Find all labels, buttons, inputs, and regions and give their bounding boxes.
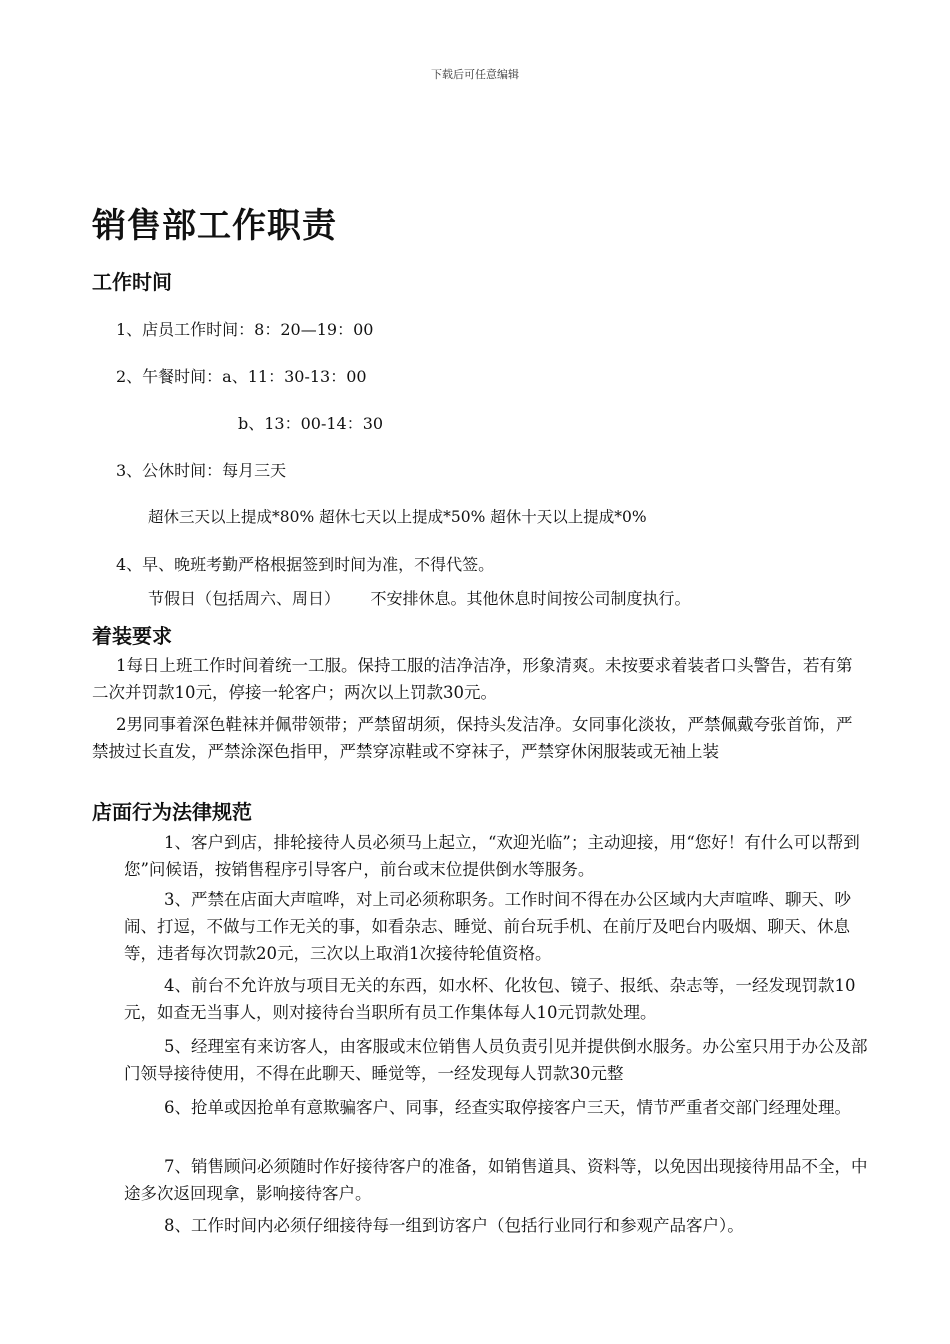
page-header: 下载后可任意编辑 bbox=[431, 68, 519, 81]
dress-paragraph: 1每日上班工作时间着统一工服。保持工服的洁净洁净，形象清爽。未按要求着装者口头警告，若有第 二次并罚款10元，停接一轮客户；两次以上罚款30元。 bbox=[92, 656, 853, 702]
conduct-paragraph: 7、销售顾问必须随时作好接待客户的准备，如销售道具、资料等，以免因出现接待用品不全，中途多次返回现拿，影响接待客户。 bbox=[124, 1157, 868, 1203]
conduct-paragraph: 8、工作时间内必须仔细接待每一组到访客户（包括行业同行和参观产品客户）。 bbox=[164, 1216, 744, 1235]
conduct-paragraph: 1、客户到店，排轮接待人员必须马上起立，“欢迎光临”；主动迎接，用“您好！有什么可以帮到您”问候语，按销售程序引导客户，前台或末位提供倒水等服务。 bbox=[124, 833, 860, 879]
document-title: 销售部工作职责 bbox=[92, 206, 337, 246]
work-time-line: 4、早、晚班考勤严格根据签到时间为准，不得代签。 bbox=[116, 555, 495, 574]
work-time-line: 2、午餐时间：a、11：30-13：00 bbox=[116, 367, 367, 386]
section-heading-work-time: 工作时间 bbox=[92, 270, 172, 294]
section-heading-dress: 着装要求 bbox=[92, 624, 172, 648]
work-time-line: 节假日（包括周六、周日） 不安排休息。其他休息时间按公司制度执行。 bbox=[148, 589, 691, 608]
work-time-line: 1、店员工作时间：8：20—19：00 bbox=[116, 320, 374, 339]
conduct-paragraph: 3、严禁在店面大声喧哗，对上司必须称职务。工作时间不得在办公区域内大声喧哗、聊天、吵闹、打逗，不做与工作无关的事，如看杂志、睡觉、前台玩手机、在前厅及吧台内吸烟、聊天、休息等，违者每次罚款20元，三次以上取消1次接待轮值资格。 bbox=[124, 890, 851, 963]
section-heading-conduct: 店面行为法律规范 bbox=[92, 800, 252, 824]
conduct-paragraph: 5、经理室有来访客人，由客服或末位销售人员负责引见并提供倒水服务。办公室只用于办公及部门领导接待使用，不得在此聊天、睡觉等，一经发现每人罚款30元整 bbox=[124, 1037, 868, 1083]
conduct-paragraph: 4、前台不允许放与项目无关的东西，如水杯、化妆包、镜子、报纸、杂志等，一经发现罚款10元，如查无当事人，则对接待台当职所有员工作集体每人10元罚款处理。 bbox=[124, 976, 856, 1022]
work-time-line: b、13：00-14：30 bbox=[238, 414, 384, 433]
dress-paragraph: 2男同事着深色鞋袜并佩带领带；严禁留胡须，保持头发洁净。女同事化淡妆，严禁佩戴夸张首饰，严禁披过长直发，严禁涂深色指甲，严禁穿凉鞋或不穿袜子，严禁穿休闲服装或无袖上装 bbox=[92, 715, 853, 761]
conduct-paragraph: 6、抢单或因抢单有意欺骗客户、同事，经查实取停接客户三天，情节严重者交部门经理处理。 bbox=[164, 1098, 851, 1117]
work-time-line: 超休三天以上提成*80% 超休七天以上提成*50% 超休十天以上提成*0% bbox=[148, 508, 647, 526]
work-time-line: 3、公休时间：每月三天 bbox=[116, 461, 287, 480]
